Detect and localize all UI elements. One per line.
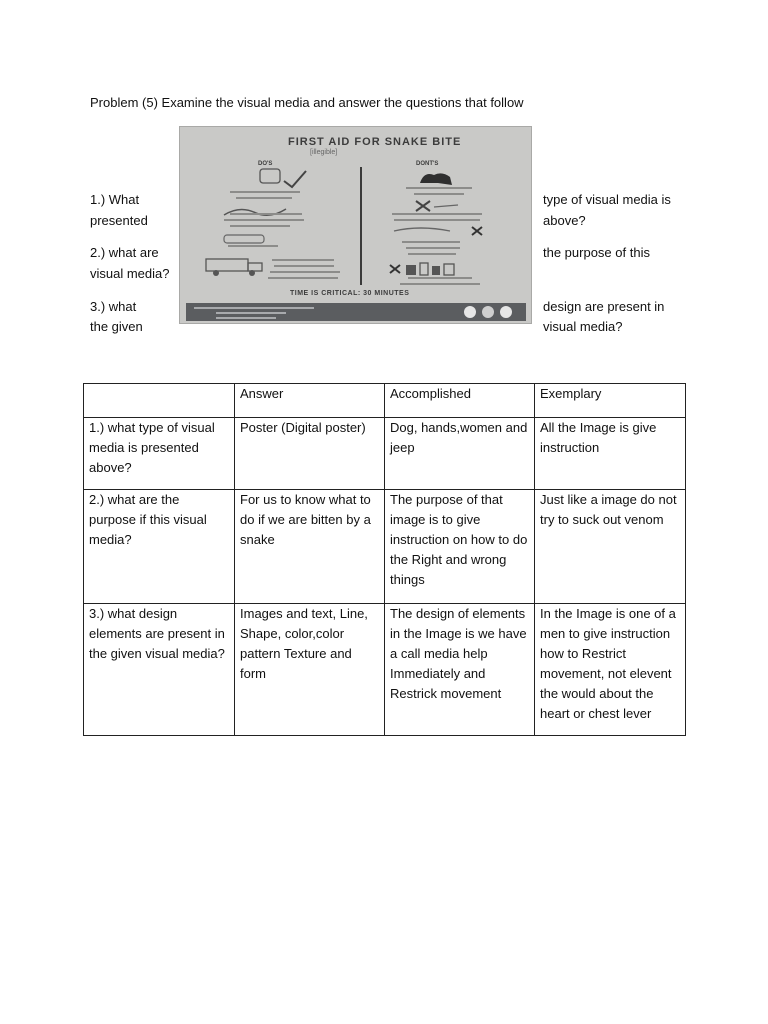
poster-dos-label: DO'S [258, 161, 273, 167]
table-cell-accomplished: The design of elements in the Image is we have a call media help Immediately and Restrick movement [385, 604, 535, 736]
question-3-right-line2: visual media? [543, 319, 623, 334]
table-cell-exemplary: All the Image is give instruction [535, 418, 686, 490]
table-row [84, 418, 686, 490]
poster-footer-band [186, 303, 526, 321]
table-cell-question: 2.) what are the purpose if this visual media? [84, 490, 235, 604]
question-1-right-line2: above? [543, 213, 586, 228]
table-cell-answer: Poster (Digital poster) [235, 418, 385, 490]
phone-icon [240, 167, 310, 189]
answer-rubric-table [83, 383, 686, 736]
table-cell-exemplary: Just like a image do not try to suck out venom [535, 490, 686, 604]
question-3-left-line2: the given [90, 319, 143, 334]
table-header-cell: Exemplary [535, 384, 686, 418]
table-cell-accomplished: Dog, hands,women and jeep [385, 418, 535, 490]
problem-heading: Problem (5) Examine the visual media and answer the questions that follow [90, 95, 524, 110]
poster-logos [462, 304, 522, 320]
poster-critical-note: TIME IS CRITICAL: 30 MINUTES [290, 290, 410, 297]
table-cell-question: 1.) what type of visual media is presented above? [84, 418, 235, 490]
remedies-bottles-icon [386, 259, 496, 277]
table-cell-question: 3.) what design elements are present in the given visual media? [84, 604, 235, 736]
question-2-right-line1: the purpose of this [543, 245, 650, 260]
table-cell-accomplished: The purpose of that image is to give instruction on how to do the Right and wrong things [385, 490, 535, 604]
table-header-cell [84, 384, 235, 418]
table-header-cell: Answer [235, 384, 385, 418]
question-2-left-line2: visual media? [90, 266, 170, 281]
poster-donts-label: DONT'S [416, 161, 439, 167]
question-3-right-line1: design are present in [543, 299, 665, 314]
table-header-cell: Accomplished [385, 384, 535, 418]
table-cell-exemplary: In the Image is one of a men to give instruction how to Restrict movement, not elevent the would about the heart or chest lever [535, 604, 686, 736]
table-row [84, 604, 686, 736]
table-row [84, 490, 686, 604]
no-tourniquet-icon [390, 223, 500, 239]
poster-subtitle: [illegible] [310, 149, 338, 156]
poster-title: FIRST AID FOR SNAKE BITE [288, 136, 462, 148]
question-2-left-line1: 2.) what are [90, 245, 159, 260]
question-3-left-line1: 3.) what [90, 299, 137, 314]
question-1-right-line1: type of visual media is [543, 192, 671, 207]
dog-icon [416, 169, 456, 187]
poster-divider [360, 167, 362, 285]
question-1-left-line2: presented [90, 213, 148, 228]
snake-bite-poster-image [179, 126, 532, 324]
table-cell-answer: For us to know what to do if we are bitten by a snake [235, 490, 385, 604]
cross-out-icon [406, 199, 466, 213]
question-1-left-line1: 1.) What [90, 192, 140, 207]
table-cell-answer: Images and text, Line, Shape, color,color pattern Texture and form [235, 604, 385, 736]
ambulance-jeep-icon [202, 253, 272, 279]
table-header-row [84, 384, 686, 418]
